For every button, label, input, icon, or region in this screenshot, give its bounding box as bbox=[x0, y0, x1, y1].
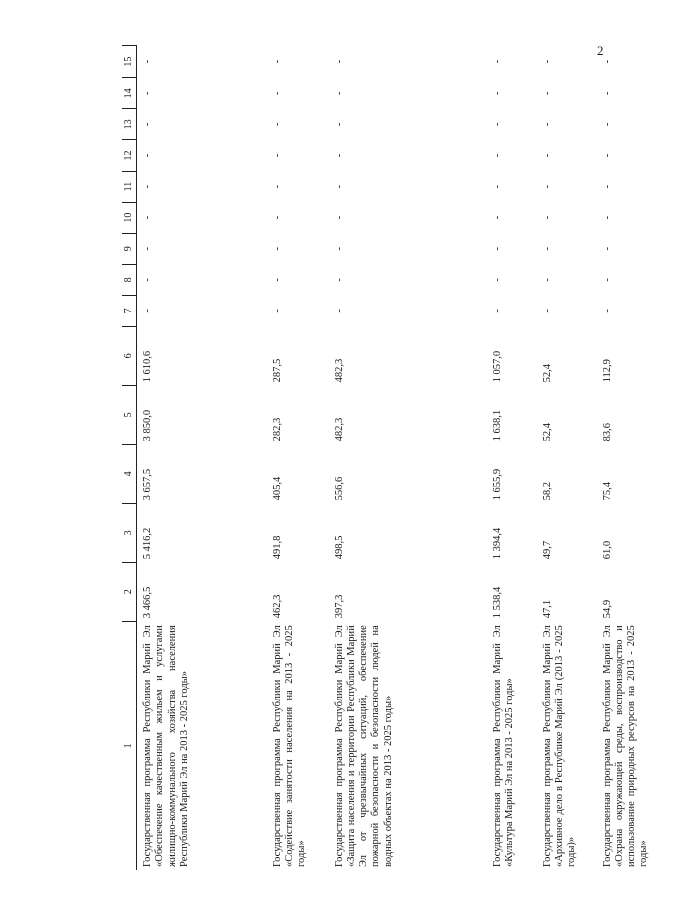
value-cell-col-6: 482,3 bbox=[333, 358, 345, 383]
value-cell-col-6: 112,9 bbox=[601, 359, 613, 383]
table-row bbox=[267, 46, 329, 871]
value-cell-col-10: - bbox=[271, 215, 283, 220]
value-cell-col-8: - bbox=[271, 278, 283, 282]
value-cell-col-8: - bbox=[333, 278, 345, 282]
value-cell-col-13: - bbox=[333, 122, 345, 127]
column-header-12: 12 bbox=[122, 140, 137, 171]
value-cell-col-8: - bbox=[541, 278, 553, 282]
column-header-2: 2 bbox=[122, 562, 137, 621]
value-cell-col-11: - bbox=[333, 184, 345, 189]
value-cell-col-12: - bbox=[142, 153, 153, 158]
page-number: 2 bbox=[597, 43, 604, 58]
value-cell-col-11: - bbox=[142, 184, 153, 189]
value-cell-col-13: - bbox=[541, 122, 553, 127]
value-cell-col-7: - bbox=[271, 309, 283, 313]
value-cell-col-2: 1 538,4 bbox=[491, 586, 503, 619]
value-cell-col-3: 5 416,2 bbox=[142, 527, 153, 560]
value-cell-col-11: - bbox=[601, 184, 613, 189]
value-cell-col-13: - bbox=[271, 122, 283, 127]
value-cell-col-2: 3 466,5 bbox=[142, 586, 153, 619]
column-header-7: 7 bbox=[122, 295, 137, 326]
value-cell-col-4: 3 657,5 bbox=[142, 468, 153, 501]
table-row bbox=[537, 46, 597, 871]
value-cell-col-10: - bbox=[333, 215, 345, 220]
column-header-3: 3 bbox=[122, 503, 137, 562]
value-cell-col-5: 282,3 bbox=[271, 417, 283, 442]
table-row bbox=[597, 46, 677, 871]
program-name-cell: Государственная программа Республики Марий Эл «Обеспечение качественным жильем и услугами жилищно-коммунального хозяйства населения Республики Марий Эл на 2013 - 2025 годы» bbox=[142, 625, 190, 867]
value-cell-col-15: - bbox=[142, 59, 153, 64]
column-header-9: 9 bbox=[122, 233, 137, 264]
value-cell-col-13: - bbox=[601, 122, 613, 127]
value-cell-col-14: - bbox=[271, 91, 283, 96]
value-cell-col-15: - bbox=[601, 59, 613, 64]
value-cell-col-5: 83,6 bbox=[601, 422, 613, 442]
column-header-14: 14 bbox=[122, 78, 137, 109]
rotated-page-content bbox=[122, 10, 682, 870]
value-cell-col-5: 3 850,0 bbox=[142, 409, 153, 442]
column-header-10: 10 bbox=[122, 202, 137, 233]
value-cell-col-12: - bbox=[491, 153, 503, 158]
value-cell-col-3: 491,8 bbox=[271, 535, 283, 560]
value-cell-col-4: 405,4 bbox=[271, 476, 283, 501]
value-cell-col-13: - bbox=[491, 122, 503, 127]
value-cell-col-8: - bbox=[491, 278, 503, 282]
value-cell-col-11: - bbox=[271, 184, 283, 189]
value-cell-col-4: 556,6 bbox=[333, 476, 345, 501]
value-cell-col-14: - bbox=[491, 91, 503, 96]
column-header-15: 15 bbox=[122, 46, 137, 78]
value-cell-col-14: - bbox=[601, 91, 613, 96]
value-cell-col-9: - bbox=[541, 246, 553, 251]
value-cell-col-6: 1 610,6 bbox=[142, 350, 153, 383]
value-cell-col-8: - bbox=[601, 278, 613, 282]
table-header bbox=[122, 46, 137, 871]
table-row bbox=[137, 46, 267, 871]
value-cell-col-6: 287,5 bbox=[271, 358, 283, 383]
value-cell-col-12: - bbox=[333, 153, 345, 158]
column-header-8: 8 bbox=[122, 264, 137, 295]
budget-table bbox=[122, 45, 677, 870]
column-header-5: 5 bbox=[122, 385, 137, 444]
table-row bbox=[487, 46, 537, 871]
value-cell-col-8: - bbox=[142, 278, 153, 282]
column-header-11: 11 bbox=[122, 171, 137, 202]
value-cell-col-15: - bbox=[271, 59, 283, 64]
value-cell-col-2: 462,3 bbox=[271, 594, 283, 619]
value-cell-col-5: 1 638,1 bbox=[491, 409, 503, 442]
value-cell-col-14: - bbox=[541, 91, 553, 96]
value-cell-col-2: 47,1 bbox=[541, 599, 553, 619]
value-cell-col-7: - bbox=[541, 309, 553, 313]
value-cell-col-3: 49,7 bbox=[541, 540, 553, 560]
value-cell-col-5: 52,4 bbox=[541, 422, 553, 442]
value-cell-col-10: - bbox=[601, 215, 613, 220]
value-cell-col-6: 1 057,0 bbox=[491, 350, 503, 383]
value-cell-col-14: - bbox=[142, 91, 153, 96]
table-body bbox=[137, 43, 677, 871]
header-row bbox=[122, 46, 137, 871]
value-cell-col-4: 75,4 bbox=[601, 481, 613, 501]
value-cell-col-4: 1 655,9 bbox=[491, 468, 503, 501]
value-cell-col-10: - bbox=[541, 215, 553, 220]
value-cell-col-9: - bbox=[271, 246, 283, 251]
value-cell-col-10: - bbox=[142, 215, 153, 220]
value-cell-col-12: - bbox=[541, 153, 553, 158]
value-cell-col-9: - bbox=[491, 246, 503, 251]
value-cell-col-11: - bbox=[541, 184, 553, 189]
column-header-6: 6 bbox=[122, 326, 137, 385]
value-cell-col-6: 52,4 bbox=[541, 364, 553, 383]
value-cell-col-5: 482,3 bbox=[333, 417, 345, 442]
value-cell-col-7: - bbox=[491, 309, 503, 313]
value-cell-col-10: - bbox=[491, 215, 503, 220]
program-name-cell: Государственная программа Республики Марий Эл «Содействие занятости населения на 2013 - 2025 годы» bbox=[271, 625, 308, 867]
value-cell-col-15: - bbox=[333, 59, 345, 64]
column-header-13: 13 bbox=[122, 109, 137, 140]
value-cell-col-2: 397,3 bbox=[333, 594, 345, 619]
value-cell-col-7: - bbox=[333, 309, 345, 313]
value-cell-col-9: - bbox=[333, 246, 345, 251]
value-cell-col-7: - bbox=[142, 309, 153, 313]
value-cell-col-11: - bbox=[491, 184, 503, 189]
value-cell-col-4: 58,2 bbox=[541, 481, 553, 501]
column-header-4: 4 bbox=[122, 444, 137, 503]
table-row bbox=[329, 46, 487, 871]
value-cell-col-14: - bbox=[333, 91, 345, 96]
value-cell-col-15: - bbox=[541, 59, 553, 64]
value-cell-col-12: - bbox=[271, 153, 283, 158]
value-cell-col-3: 1 394,4 bbox=[491, 527, 503, 560]
value-cell-col-3: 61,0 bbox=[601, 540, 613, 560]
value-cell-col-9: - bbox=[142, 246, 153, 251]
value-cell-col-12: - bbox=[601, 153, 613, 158]
value-cell-col-7: - bbox=[601, 309, 613, 313]
column-header-1: 1 bbox=[122, 621, 137, 870]
value-cell-col-15: - bbox=[491, 59, 503, 64]
value-cell-col-2: 54,9 bbox=[601, 599, 613, 619]
value-cell-col-3: 498,5 bbox=[333, 535, 345, 560]
value-cell-col-13: - bbox=[142, 122, 153, 127]
program-name-cell: Государственная программа Республики Марий Эл «Архивное дело в Республике Марий Эл (2013 - 2025 годы)» bbox=[541, 625, 578, 867]
program-name-cell: Государственная программа Республики Марий Эл «Культура Марий Эл на 2013 - 2025 годы» bbox=[491, 625, 515, 867]
value-cell-col-9: - bbox=[601, 246, 613, 251]
program-name-cell: Государственная программа Республики Марий Эл «Охрана окружающей среды, воспроизводство и использование природных ресурсов на 2013 - 2025 годы» bbox=[601, 625, 650, 867]
program-name-cell: Государственная программа Республики Марий Эл «Защита населения и территории Республики Марий Эл от чрезвычайных ситуаций, обеспечение пожарной безопасности и безопасности людей на водных объектах на 2013 - 2025 годы» bbox=[333, 625, 394, 867]
